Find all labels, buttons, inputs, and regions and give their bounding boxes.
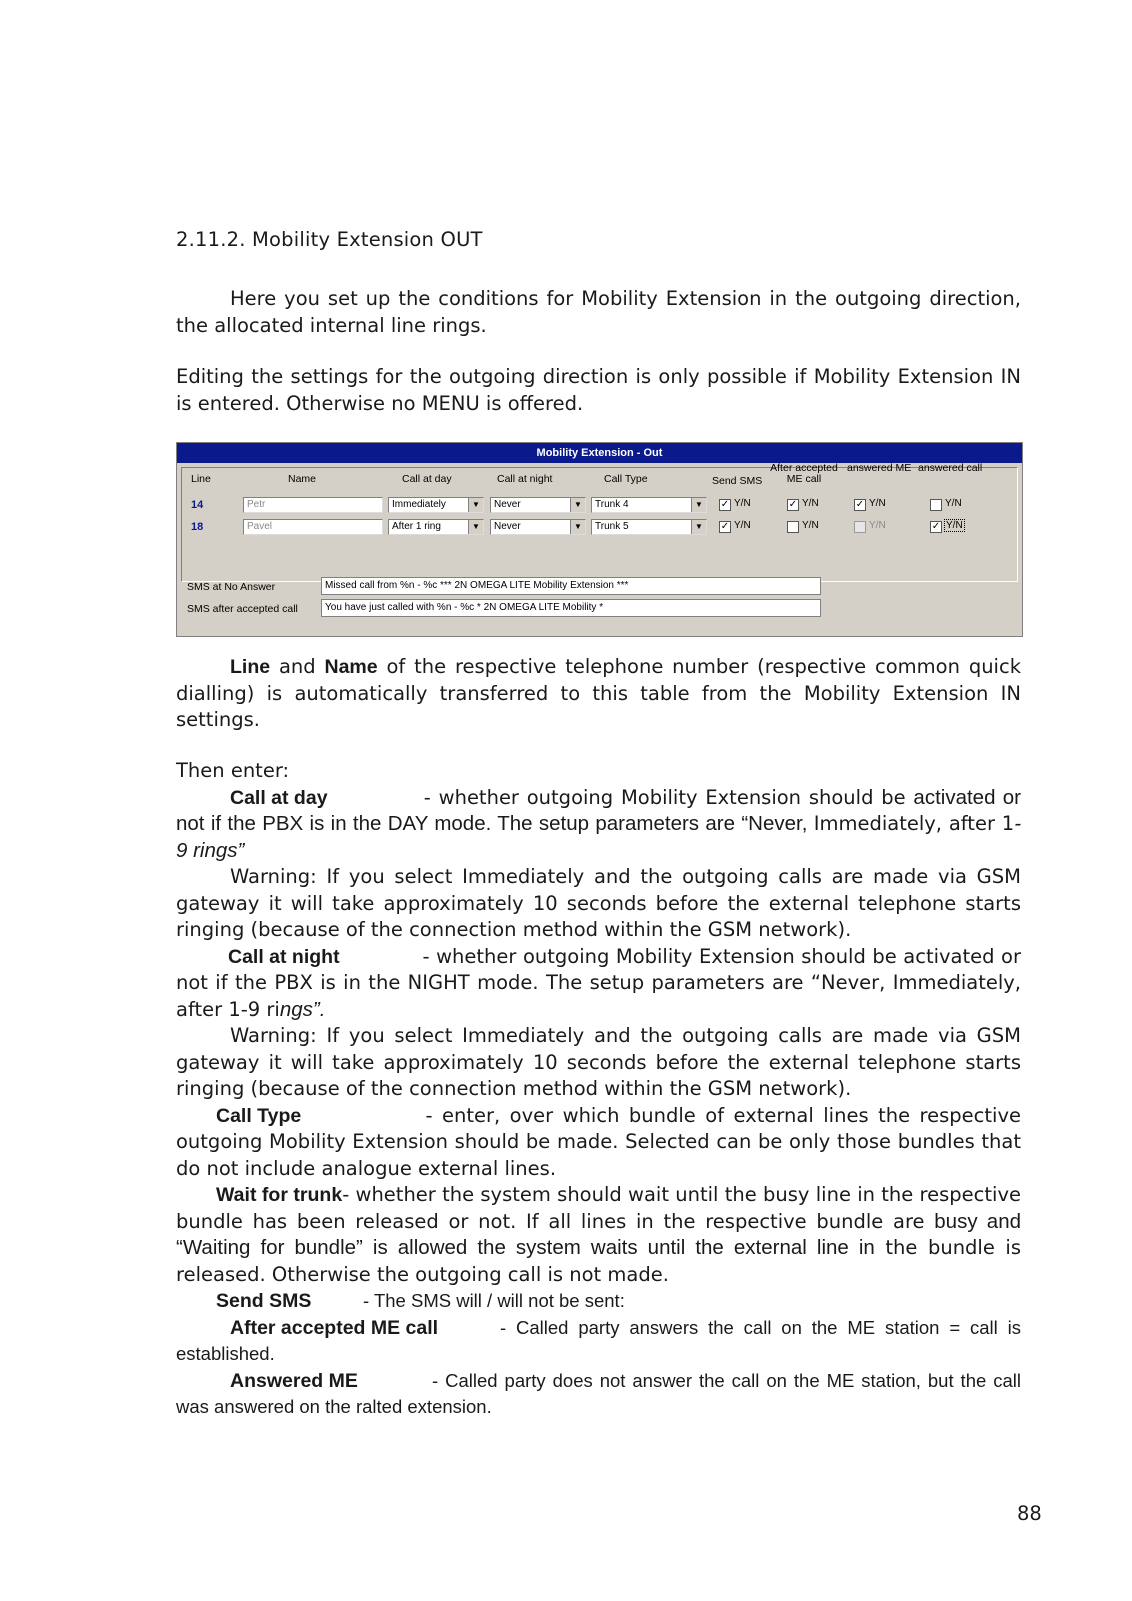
call-type-value: Trunk 5 [595, 521, 629, 532]
then-enter: Then enter: [176, 759, 290, 782]
dropdown-arrow-icon[interactable]: ▼ [570, 498, 585, 512]
send-sms-paragraph [176, 1288, 1021, 1315]
call-type-paragraph [176, 1103, 1021, 1183]
wait-trunk-paragraph [176, 1182, 1021, 1288]
sms-no-answer-label: SMS at No Answer [187, 581, 276, 593]
after-accepted-paragraph [176, 1315, 1021, 1368]
after-accepted-text: - Called party answers the call on the ME station = call is established. [176, 1316, 1021, 1364]
wait-trunk-term: Wait for trunk [216, 1184, 343, 1206]
call-day-paragraph [176, 785, 1021, 865]
dialog-title: Mobility Extension - Out [177, 443, 1022, 463]
dropdown-arrow-icon[interactable]: ▼ [691, 498, 706, 512]
answered-me-text: - Called party does not answer the call on the ME station, but the call was answered on the ralted extension. [176, 1369, 1021, 1417]
call-day-value: After 1 ring [392, 521, 441, 532]
name-term: Name [324, 656, 378, 678]
call-night-text2: ngs”. [279, 997, 326, 1021]
call-type-select[interactable] [591, 519, 707, 535]
call-day-text2: activated or not if the PBX is in the DAY mode. The setup parameters are “Never, [176, 785, 1021, 835]
dropdown-arrow-icon[interactable]: ▼ [468, 520, 483, 534]
call-night-select[interactable] [490, 497, 586, 513]
sms-after-accepted-label: SMS after accepted call [187, 603, 298, 615]
and-text: and [270, 655, 325, 678]
call-day-text4: -9 rings” [176, 812, 1022, 862]
page-number: 88 [1017, 1502, 1042, 1525]
send-sms-term: Send SMS [216, 1290, 312, 1312]
editing-paragraph: Editing the settings for the outgoing direction is only possible if Mobility Extension IN is entered. Otherwise no MENU is offered. [176, 365, 1021, 415]
after-accepted-label: Y/N [802, 498, 819, 509]
after-accepted-label: Y/N [802, 520, 819, 531]
after-accepted-term: After accepted ME call [230, 1316, 439, 1339]
send-sms-checkbox[interactable]: ✓ [720, 521, 730, 532]
line-term: Line [230, 656, 271, 678]
header-answered-call: answered call [918, 462, 983, 474]
send-sms-label: Y/N [734, 520, 751, 531]
answered-call-label: Y/N [945, 498, 962, 509]
call-day-select[interactable] [388, 497, 484, 513]
call-night-warning: Warning: If you select Immediately and the outgoing calls are made via GSM gateway it will take approximately 10 seconds before the external telephone starts ringing (because of the connection method within the GSM network). [176, 1024, 1021, 1100]
answered-me-checkbox[interactable]: ✓ [855, 499, 865, 510]
send-sms-text: - The SMS will / will not be sent: [363, 1290, 625, 1311]
dropdown-arrow-icon[interactable]: ▼ [570, 520, 585, 534]
call-night-value: Never [494, 521, 521, 532]
header-name: Name [288, 473, 317, 485]
header-send-sms: Send SMS [712, 475, 763, 487]
line-name-paragraph [176, 654, 1021, 734]
row-line-number: 18 [191, 521, 204, 533]
answered-me-term: Answered ME [230, 1369, 358, 1392]
call-type-term: Call Type [216, 1104, 302, 1127]
sms-no-answer-input[interactable]: Missed call from %n - %c *** 2N OMEGA LITE Mobility Extension *** [321, 577, 821, 595]
dropdown-arrow-icon[interactable]: ▼ [468, 498, 483, 512]
wait-trunk-text3: the bundle is released. Otherwise the outgoing call is not made. [176, 1236, 1021, 1286]
header-call-night: Call at night [497, 473, 553, 485]
wait-trunk-text1: - whether the system should wait until the busy line in the respective bundle has been released or not. If all lines in the respective bundle are [176, 1183, 1021, 1233]
call-type-select[interactable] [591, 497, 707, 513]
header-line: Line [191, 473, 211, 485]
header-call-type: Call Type [604, 473, 648, 485]
answered-me-label: Y/N [869, 520, 886, 531]
after-accepted-checkbox[interactable] [787, 521, 799, 533]
sms-after-accepted-input[interactable]: You have just called with %n - %c * 2N OMEGA LITE Mobility * [321, 599, 821, 617]
section-heading: 2.11.2. Mobility Extension OUT [176, 228, 483, 251]
name-field[interactable]: Petr [243, 497, 383, 513]
call-day-warning: Warning: If you select Immediately and the outgoing calls are made via GSM gateway it will take approximately 10 seconds before the external telephone starts ringing (because of the connection method within the GSM network). [176, 865, 1021, 941]
call-day-text3: Immediately, after 1 [813, 812, 1015, 835]
row-line-number: 14 [191, 499, 204, 511]
name-field[interactable]: Pavel [243, 519, 383, 535]
call-night-term: Call at night [228, 945, 340, 968]
header-after-accepted: After accepted ME call [770, 462, 838, 485]
answered-call-checkbox[interactable] [930, 499, 942, 511]
call-night-text1: - whether outgoing Mobility Extension should be activated or not if the PBX is in the NIGHT mode. The setup parameters are “Never, Immediately, after 1-9 ri [176, 944, 1021, 1021]
send-sms-label: Y/N [734, 498, 751, 509]
answered-me-checkbox[interactable] [854, 521, 866, 533]
intro-paragraph: Here you set up the conditions for Mobility Extension in the outgoing direction, the allocated internal line rings. [176, 287, 1021, 337]
call-day-value: Immediately [392, 499, 446, 510]
answered-call-label: Y/N [946, 520, 963, 531]
line-name-text: of the respective telephone number (respective common quick dialling) is automatically transferred to this table from the Mobility Extension IN settings. [176, 655, 1021, 731]
dropdown-arrow-icon[interactable]: ▼ [691, 520, 706, 534]
call-day-select[interactable] [388, 519, 484, 535]
call-day-term: Call at day [230, 786, 328, 809]
header-call-day: Call at day [402, 473, 452, 485]
call-type-text: - enter, over which bundle of external lines the respective outgoing Mobility Extension should be made. Selected can be only those bundles that do not include analogue external lines. [176, 1103, 1021, 1180]
header-answered-me: answered ME [847, 462, 912, 474]
send-sms-checkbox[interactable]: ✓ [720, 499, 730, 510]
answered-call-checkbox[interactable]: ✓ [931, 521, 941, 532]
field-descriptions [176, 758, 1021, 1421]
call-night-select[interactable] [490, 519, 586, 535]
after-accepted-checkbox[interactable]: ✓ [788, 499, 798, 510]
call-day-text1: - whether outgoing Mobility Extension should be [416, 785, 914, 809]
answered-me-label: Y/N [869, 498, 886, 509]
call-type-value: Trunk 4 [595, 499, 629, 510]
answered-me-paragraph [176, 1368, 1021, 1421]
call-night-value: Never [494, 499, 521, 510]
mobility-extension-out-dialog [176, 442, 1023, 637]
call-night-paragraph [176, 944, 1021, 1024]
wait-trunk-text2: busy and “Waiting for bundle” is allowed the system waits until the external line in [176, 1209, 1021, 1259]
